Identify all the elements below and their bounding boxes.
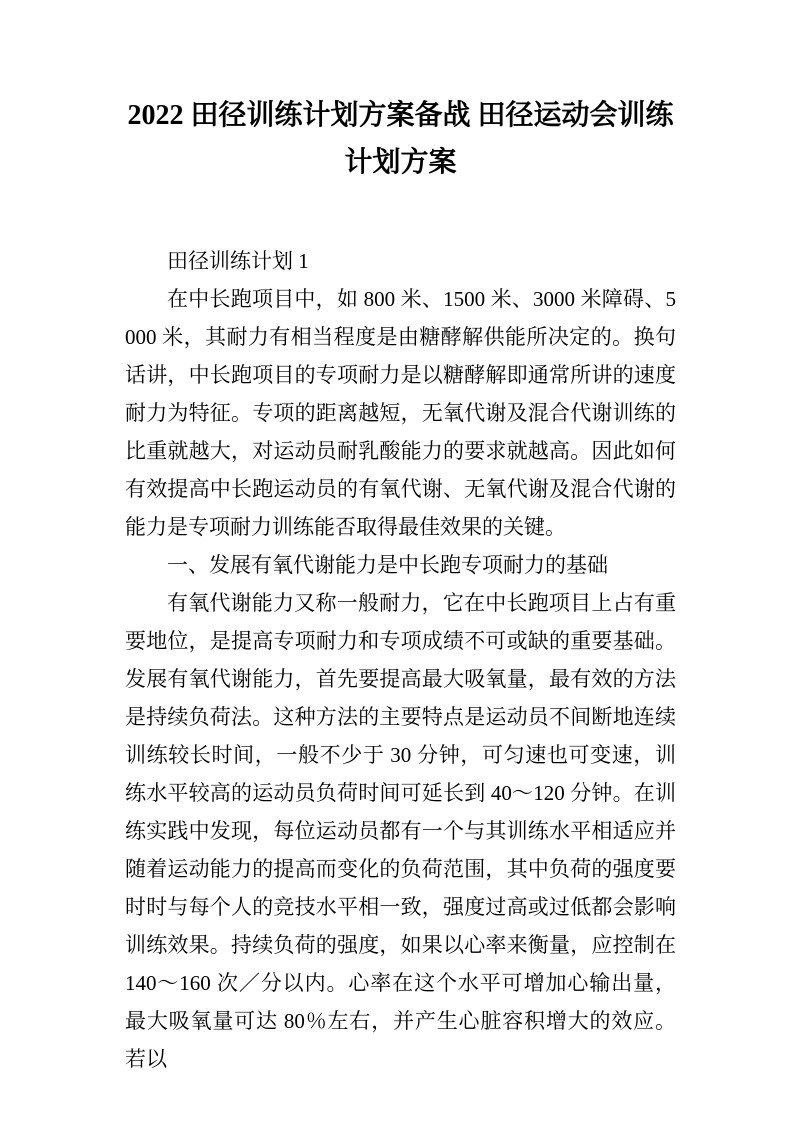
paragraph-body-2: 有氧代谢能力又称一般耐力，它在中长跑项目上占有重要地位，是提高专项耐力和专项成绩不可或缺的重要基础。发展有氧代谢能力，首先要提高最大吸氧量，最有效的方法是持续负荷法。这种方法的主要特点是运动员不间断地连续训练较长时间，一般不少于 30 分钟，可匀速也可变速，训练水平较高的运动员负荷时间可延长到 40～120 分钟。在训练实践中发现，每位运动员都有一个与其训练水平相适应并随着运动能力的提高而变化的负荷范围，其中负荷的强度要时时与每个人的竞技水平相一致，强度过高或过低都会影响训练效果。持续负荷的强度，如果以心率来衡量，应控制在 140～160 次／分以内。心率在这个水平可增加心输出量，最大吸氧量可达 80％左右，并产生心脏容积增大的效应。若以	[125, 591, 676, 1071]
paragraph-heading-1: 田径训练计划 1	[167, 249, 309, 273]
paragraph-section-heading: 一、发展有氧代谢能力是中长跑专项耐力的基础	[167, 553, 608, 577]
paragraph-body-1: 在中长跑项目中，如 800 米、1500 米、3000 米障碍、5000 米，其耐力有相当程度是由糖酵解供能所决定的。换句话讲，中长跑项目的专项耐力是以糖酵解即通常所讲的速度耐力为特征。专项的距离越短，无氧代谢及混合代谢训练的比重就越大，对运动员耐乳酸能力的要求就越高。因此如何有效提高中长跑运动员的有氧代谢、无氧代谢及混合代谢的能力是专项耐力训练能否取得最佳效果的关键。	[125, 287, 676, 539]
document-body	[125, 242, 676, 1078]
document-title: 2022 田径训练计划方案备战 田径运动会训练计划方案	[127, 100, 674, 178]
